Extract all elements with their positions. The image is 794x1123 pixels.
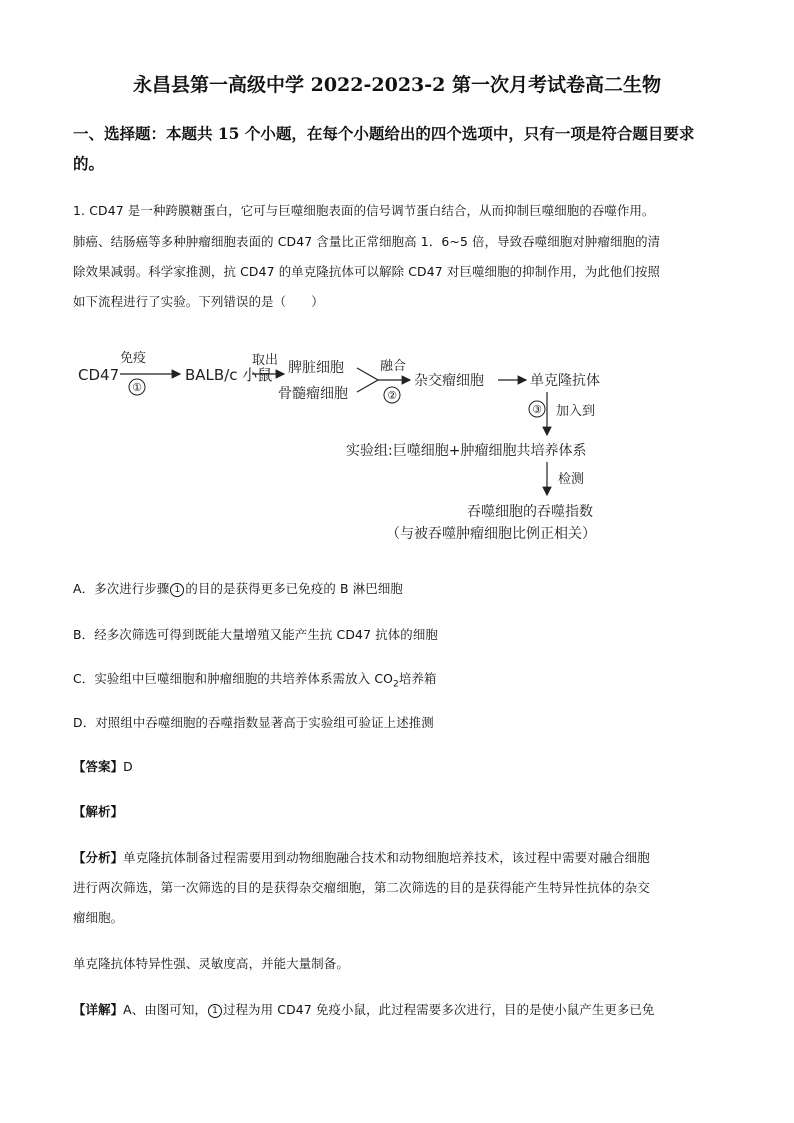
- option-c-pre: C．实验组中巨噬细胞和肿瘤细胞的共培养体系需放入 CO: [73, 671, 394, 686]
- merge-line-lower: [357, 380, 378, 392]
- section-heading-line1: 一、选择题：本题共 15 个小题，在每个小题给出的四个选项中，只有一项是符合题目要求: [73, 124, 695, 143]
- analysis-label: 【解析】: [73, 804, 124, 819]
- question-line-4: 如下流程进行了实验。下列错误的是（ ）: [73, 294, 324, 309]
- note-label: （与被吞噬肿瘤细胞比例正相关）: [386, 526, 596, 542]
- option-c-post: 培养箱: [398, 671, 437, 686]
- fenxi-line-3: 瘤细胞。: [73, 910, 124, 925]
- answer-line: [73, 757, 133, 775]
- section-heading-line2: 的。: [73, 154, 105, 173]
- detail-pre: A、由图可知，: [123, 1002, 208, 1017]
- mouse-label: BALB/c 小鼠: [185, 366, 273, 384]
- option-c: [73, 669, 437, 689]
- antibody-label: 单克隆抗体: [530, 373, 600, 389]
- step2-label: ②: [387, 389, 397, 402]
- option-b: B．经多次筛选可得到既能大量增殖又能产生抗 CD47 抗体的细胞: [73, 627, 438, 642]
- detail-circle: 1: [208, 1004, 222, 1018]
- option-d: D．对照组中吞噬细胞的吞噬指数显著高于实验组可验证上述推测: [73, 715, 434, 730]
- detail-post: 过程为用 CD47 免疫小鼠，此过程需要多次进行，目的是使小鼠产生更多已免: [223, 1002, 655, 1017]
- option-a-pre: A．多次进行步骤: [73, 581, 170, 596]
- index-label: 吞噬细胞的吞噬指数: [467, 504, 593, 520]
- option-c-sub: 2: [393, 679, 399, 690]
- add-to-label: 加入到: [556, 404, 596, 419]
- question-line-3: 除效果减弱。科学家推测，抗 CD47 的单克隆抗体可以解除 CD47 对巨噬细胞的抑制作用，为此他们按照: [73, 264, 661, 279]
- question-line-1: 1. CD47 是一种跨膜糖蛋白，它可与巨噬细胞表面的信号调节蛋白结合，从而抑制巨噬细胞的吞噬作用。: [73, 203, 655, 218]
- answer-value: D: [123, 759, 133, 774]
- answer-label: 【答案】: [73, 759, 124, 774]
- page-title: 永昌县第一高级中学 2022-2023-2 第一次月考试卷高二生物: [133, 74, 661, 96]
- cd47-label: CD47: [78, 366, 120, 384]
- merge-line-upper: [357, 368, 378, 380]
- detail-line: [73, 1000, 655, 1018]
- note-line: 单克隆抗体特异性强、灵敏度高，并能大量制备。: [73, 956, 349, 971]
- spleen-label: 脾脏细胞: [288, 360, 344, 376]
- step3-label: ③: [532, 403, 542, 416]
- myeloma-label: 骨髓瘤细胞: [278, 386, 348, 402]
- fenxi-line-2: 进行两次筛选，第一次筛选的目的是获得杂交瘤细胞，第二次筛选的目的是获得能产生特异性抗体的杂交: [73, 880, 650, 895]
- fenxi-line-1: [73, 848, 650, 866]
- immunize-label: 免疫: [120, 351, 147, 366]
- hybridoma-label: 杂交瘤细胞: [414, 373, 484, 389]
- option-a-circle: 1: [170, 583, 184, 597]
- question-line-2: 肺癌、结肠癌等多种肿瘤细胞表面的 CD47 含量比正常细胞高 1．6~5 倍，导致吞噬细胞对肿瘤细胞的清: [73, 234, 661, 249]
- fuse-label: 融合: [380, 359, 407, 374]
- option-a: [73, 579, 403, 597]
- extract-label: 取出: [252, 353, 279, 368]
- step1-label: ①: [132, 381, 142, 394]
- fenxi-text-1: 单克隆抗体制备过程需要用到动物细胞融合技术和动物细胞培养技术，该过程中需要对融合细胞: [123, 850, 650, 865]
- detect-label: 检测: [558, 472, 585, 487]
- option-a-post: 的目的是获得更多已免疫的 B 淋巴细胞: [185, 581, 403, 596]
- experiment-label: 实验组:巨噬细胞+肿瘤细胞共培养体系: [346, 443, 587, 459]
- detail-label: 【详解】: [73, 1002, 124, 1017]
- fenxi-label: 【分析】: [73, 850, 124, 865]
- flow-diagram: [70, 340, 670, 555]
